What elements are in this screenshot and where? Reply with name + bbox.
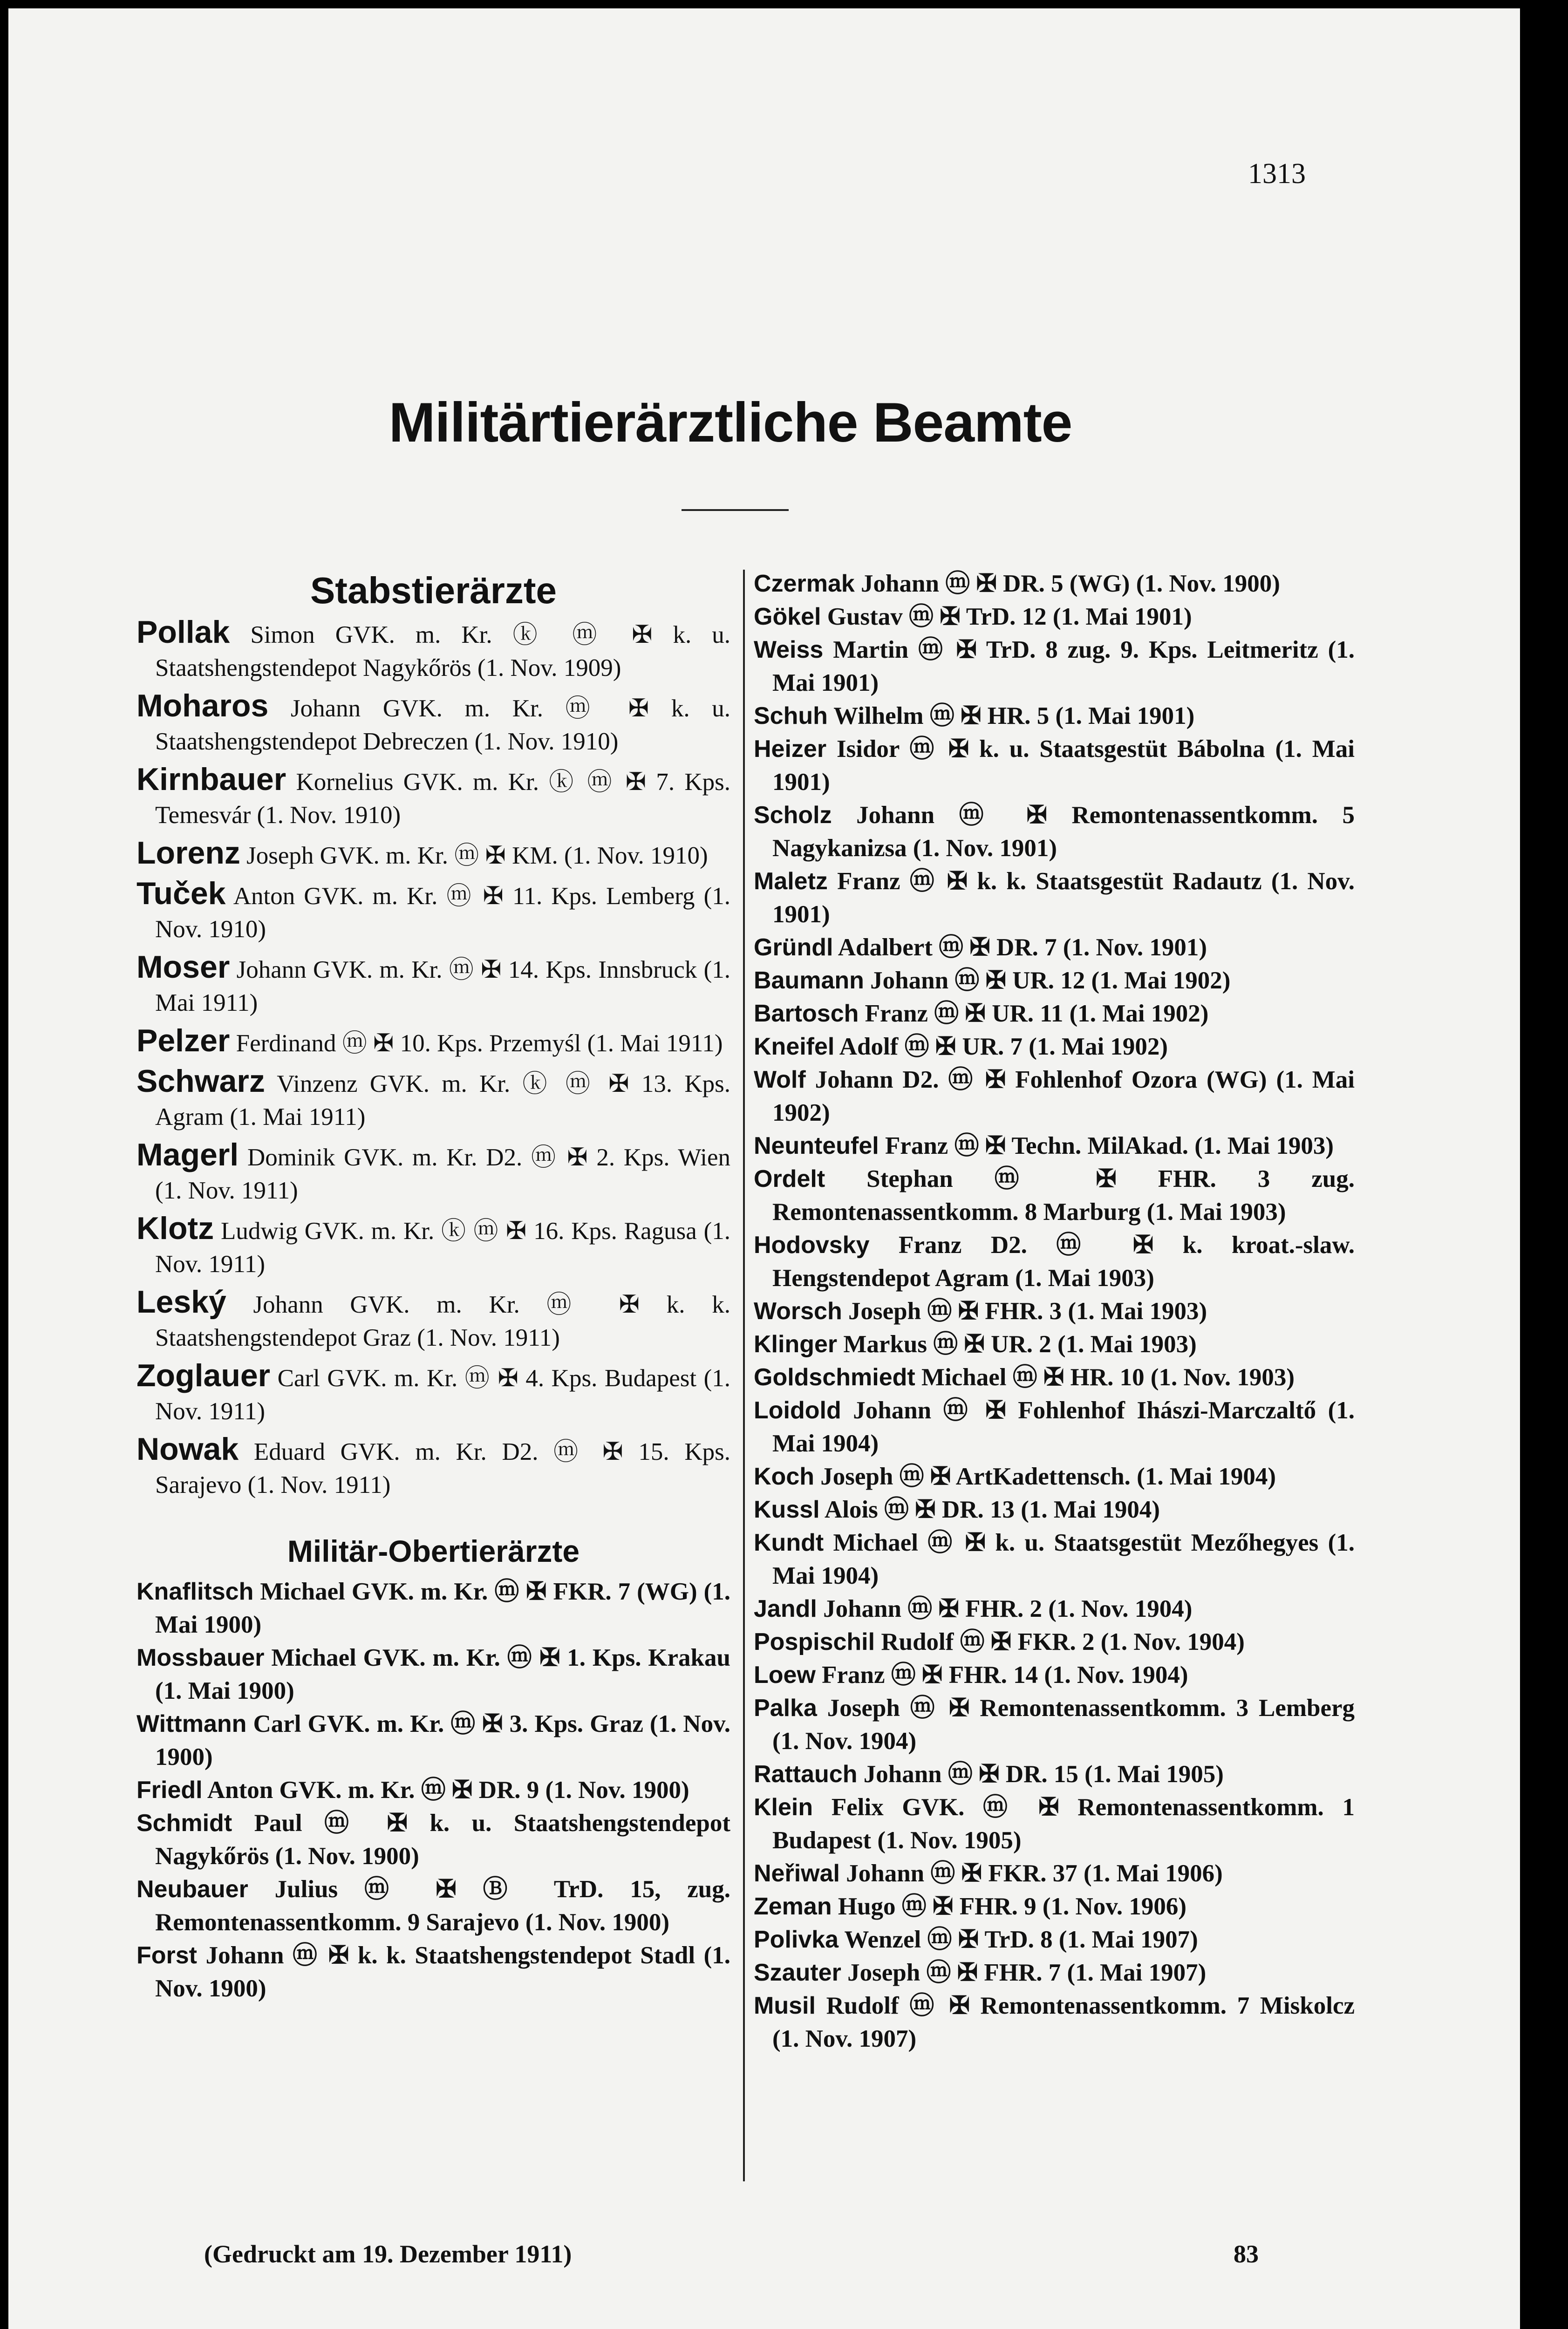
entry-details: Markus ⓜ ✠ UR. 2 (1. Mai 1903) xyxy=(843,1331,1197,1358)
list-item xyxy=(136,763,730,832)
list-item xyxy=(754,1163,1355,1229)
entry-details: Johann ⓜ ✠ FHR. 2 (1. Nov. 1904) xyxy=(823,1595,1193,1622)
entry-name: Kussl xyxy=(754,1496,820,1523)
entry-name: Wittmann xyxy=(136,1710,247,1737)
column-divider xyxy=(743,570,745,2181)
list-item xyxy=(136,1359,730,1428)
list-item xyxy=(754,1460,1355,1493)
entry-details: Alois ⓜ ✠ DR. 13 (1. Mai 1904) xyxy=(824,1496,1160,1523)
list-item xyxy=(754,1526,1355,1593)
list-item xyxy=(754,567,1355,600)
entry-details: Hugo ⓜ ✠ FHR. 9 (1. Nov. 1906) xyxy=(838,1893,1186,1920)
print-date: (Gedruckt am 19. Dezember 1911) xyxy=(204,2240,572,2268)
entry-details: Anton GVK. m. Kr. ⓜ ✠ 11. Kps. Lemberg (1. Nov. 1910) xyxy=(155,883,730,943)
entry-name: Goldschmiedt xyxy=(754,1364,915,1391)
entry-details: Franz ⓜ ✠ FHR. 14 (1. Nov. 1904) xyxy=(822,1662,1188,1689)
entry-name: Leský xyxy=(136,1284,226,1320)
list-item xyxy=(754,1857,1355,1890)
entry-name: Czermak xyxy=(754,570,855,597)
entry-details: Julius ⓜ ✠ Ⓑ TrD. 15, zug. Remontenassentkomm. 9 Sarajevo (1. Nov. 1900) xyxy=(155,1876,731,1936)
entry-details: Joseph GVK. m. Kr. ⓜ ✠ KM. (1. Nov. 1910) xyxy=(246,842,708,869)
entry-name: Friedl xyxy=(136,1777,203,1804)
entry-name: Moser xyxy=(136,949,230,985)
entry-name: Rattauch xyxy=(754,1761,858,1788)
entry-name: Maletz xyxy=(754,868,828,895)
list-item xyxy=(136,1024,730,1060)
entry-details: Paul ⓜ ✠ k. u. Staatshengstendepot Nagykőrös (1. Nov. 1900) xyxy=(155,1810,731,1870)
entry-details: Simon GVK. m. Kr. ⓚ ⓜ ✠ k. u. Staatshengstendepot Nagykőrös (1. Nov. 1909) xyxy=(155,621,731,681)
entry-details: Franz D2. ⓜ ✠ k. kroat.-slaw. Hengstendepot Agram (1. Mai 1903) xyxy=(772,1232,1355,1292)
list-item xyxy=(136,1433,730,1502)
list-item xyxy=(754,1659,1355,1692)
entry-name: Klotz xyxy=(136,1211,214,1246)
list-item xyxy=(136,1873,730,1939)
entry-name: Loew xyxy=(754,1662,816,1689)
entry-details: Johann GVK. m. Kr. ⓜ ✠ k. u. Staatshengstendepot Debreczen (1. Nov. 1910) xyxy=(155,695,730,755)
list-item xyxy=(136,951,730,1020)
entry-name: Mossbauer xyxy=(136,1644,265,1671)
list-item xyxy=(754,1593,1355,1626)
document-page xyxy=(8,8,1520,2329)
entry-details: Carl GVK. m. Kr. ⓜ ✠ 3. Kps. Graz (1. Nov. 1900) xyxy=(155,1710,731,1771)
list-item xyxy=(136,689,730,758)
list-item xyxy=(136,1641,730,1708)
entry-details: Wilhelm ⓜ ✠ HR. 5 (1. Mai 1901) xyxy=(833,702,1195,729)
list-item xyxy=(754,1130,1355,1163)
entry-details: Franz ⓜ ✠ Techn. MilAkad. (1. Mai 1903) xyxy=(885,1132,1334,1159)
list-item xyxy=(754,1229,1355,1295)
entry-name: Schwarz xyxy=(136,1063,265,1099)
entry-details: Franz ⓜ ✠ k. k. Staatsgestüt Radautz (1. Nov. 1901) xyxy=(772,868,1355,928)
entry-details: Johann ⓜ ✠ UR. 12 (1. Mai 1902) xyxy=(870,967,1231,994)
entry-name: Jandl xyxy=(754,1595,817,1622)
list-item xyxy=(136,616,730,685)
list-item xyxy=(754,1758,1355,1791)
entry-name: Klein xyxy=(754,1794,813,1821)
entry-name: Knaflitsch xyxy=(136,1578,254,1605)
list-item xyxy=(136,837,730,872)
list-item xyxy=(136,1575,730,1641)
list-item xyxy=(136,1708,730,1774)
stabstieraerzte-list xyxy=(136,616,730,1502)
entry-details: Carl GVK. m. Kr. ⓜ ✠ 4. Kps. Budapest (1. Nov. 1911) xyxy=(155,1365,730,1425)
entry-details: Johann ⓜ ✠ DR. 15 (1. Mai 1905) xyxy=(863,1761,1224,1788)
section-heading: Stabstierärzte xyxy=(310,570,557,611)
entry-name: Zeman xyxy=(754,1893,832,1920)
entry-name: Baumann xyxy=(754,967,864,994)
entry-name: Worsch xyxy=(754,1298,842,1325)
list-item xyxy=(754,1030,1355,1063)
list-item xyxy=(754,1626,1355,1659)
entry-details: Johann ⓜ ✠ k. k. Staatshengstendepot Stadl (1. Nov. 1900) xyxy=(155,1942,731,2002)
entry-details: Johann ⓜ ✠ Fohlenhof Ihászi-Marczaltő (1. Mai 1904) xyxy=(772,1397,1355,1457)
entry-details: Johann ⓜ ✠ DR. 5 (WG) (1. Nov. 1900) xyxy=(861,570,1280,597)
list-item xyxy=(754,1890,1355,1923)
entry-details: Adalbert ⓜ ✠ DR. 7 (1. Nov. 1901) xyxy=(838,934,1207,961)
entry-name: Klinger xyxy=(754,1331,838,1358)
entry-name: Musil xyxy=(754,1992,816,2019)
list-item xyxy=(754,600,1355,633)
entry-name: Loidold xyxy=(754,1397,841,1424)
list-item xyxy=(754,799,1355,865)
entry-name: Neřiwal xyxy=(754,1860,840,1887)
entry-name: Polivka xyxy=(754,1926,839,1953)
entry-name: Zoglauer xyxy=(136,1358,271,1393)
entry-name: Pelzer xyxy=(136,1023,230,1058)
entry-details: Johann D2. ⓜ ✠ Fohlenhof Ozora (WG) (1. Mai 1902) xyxy=(772,1066,1355,1126)
list-item xyxy=(754,1394,1355,1460)
entry-name: Neubauer xyxy=(136,1876,248,1903)
entry-details: Felix GVK. ⓜ ✠ Remontenassentkomm. 1 Budapest (1. Nov. 1905) xyxy=(772,1794,1355,1854)
entry-name: Kundt xyxy=(754,1529,824,1556)
entry-name: Bartosch xyxy=(754,1000,859,1027)
left-column xyxy=(136,567,730,2005)
list-item xyxy=(754,1989,1355,2056)
list-item xyxy=(136,1807,730,1873)
list-item xyxy=(136,1065,730,1134)
entry-name: Szauter xyxy=(754,1959,841,1986)
entry-details: Anton GVK. m. Kr. ⓜ ✠ DR. 9 (1. Nov. 1900) xyxy=(207,1777,689,1804)
entry-details: Michael ⓜ ✠ HR. 10 (1. Nov. 1903) xyxy=(921,1364,1295,1391)
entry-details: Michael GVK. m. Kr. ⓜ ✠ 1. Kps. Krakau (1. Mai 1900) xyxy=(155,1644,730,1704)
entry-details: Ludwig GVK. m. Kr. ⓚ ⓜ ✠ 16. Kps. Ragusa (1. Nov. 1911) xyxy=(155,1218,731,1278)
list-item xyxy=(136,1212,730,1281)
entry-name: Gründl xyxy=(754,934,833,961)
entry-details: Isidor ⓜ ✠ k. u. Staatsgestüt Bábolna (1. Mai 1901) xyxy=(772,735,1355,796)
entry-name: Wolf xyxy=(754,1066,806,1093)
entry-details: Johann GVK. m. Kr. ⓜ ✠ 14. Kps. Innsbruck (1. Mai 1911) xyxy=(155,956,731,1016)
entry-details: Eduard GVK. m. Kr. D2. ⓜ ✠ 15. Kps. Sarajevo (1. Nov. 1911) xyxy=(155,1438,730,1498)
entry-name: Schuh xyxy=(754,702,828,729)
entry-name: Weiss xyxy=(754,636,824,663)
list-item xyxy=(754,700,1355,733)
entry-name: Schmidt xyxy=(136,1810,232,1837)
entry-name: Palka xyxy=(754,1695,817,1722)
entry-details: Dominik GVK. m. Kr. D2. ⓜ ✠ 2. Kps. Wien (1. Nov. 1911) xyxy=(155,1144,731,1204)
obertieraerzte-list-left xyxy=(136,1575,730,2005)
entry-details: Joseph ⓜ ✠ FHR. 7 (1. Mai 1907) xyxy=(847,1959,1207,1986)
entry-name: Kirnbauer xyxy=(136,762,286,797)
list-item xyxy=(754,633,1355,700)
list-item xyxy=(754,1361,1355,1394)
list-item xyxy=(136,1286,730,1355)
entry-name: Tuček xyxy=(136,876,226,911)
list-item xyxy=(754,1692,1355,1758)
entry-details: Martin ⓜ ✠ TrD. 8 zug. 9. Kps. Leitmeritz (1. Mai 1901) xyxy=(772,636,1355,696)
obertieraerzte-list-right xyxy=(754,567,1355,2056)
right-column xyxy=(754,567,1355,2056)
list-item xyxy=(754,997,1355,1030)
entry-name: Moharos xyxy=(136,688,269,723)
entry-name: Heizer xyxy=(754,735,827,763)
entry-name: Koch xyxy=(754,1463,814,1490)
list-item xyxy=(754,1923,1355,1956)
entry-details: Rudolf ⓜ ✠ Remontenassentkomm. 7 Miskolcz (1. Nov. 1907) xyxy=(772,1992,1355,2052)
list-item xyxy=(754,865,1355,931)
entry-details: Stephan ⓜ ✠ FHR. 3 zug. Remontenassentkomm. 8 Marburg (1. Mai 1903) xyxy=(772,1165,1355,1226)
scan-border xyxy=(1520,0,1568,2329)
entry-name: Ordelt xyxy=(754,1165,825,1192)
entry-details: Michael ⓜ ✠ k. u. Staatsgestüt Mezőhegyes (1. Mai 1904) xyxy=(772,1529,1355,1589)
entry-name: Neunteufel xyxy=(754,1132,879,1159)
list-item xyxy=(754,1295,1355,1328)
entry-name: Hodovsky xyxy=(754,1232,870,1259)
list-item xyxy=(136,1138,730,1207)
entry-name: Scholz xyxy=(754,802,832,829)
entry-details: Wenzel ⓜ ✠ TrD. 8 (1. Mai 1907) xyxy=(844,1926,1198,1953)
list-item xyxy=(136,877,730,946)
entry-details: Johann ⓜ ✠ Remontenassentkomm. 5 Nagykanizsa (1. Nov. 1901) xyxy=(772,802,1355,862)
entry-details: Joseph ⓜ ✠ Remontenassentkomm. 3 Lemberg (1. Nov. 1904) xyxy=(772,1695,1355,1755)
list-item xyxy=(754,1063,1355,1130)
entry-name: Pospischil xyxy=(754,1628,875,1655)
entry-name: Pollak xyxy=(136,614,230,650)
entry-details: Rudolf ⓜ ✠ FKR. 2 (1. Nov. 1904) xyxy=(881,1628,1245,1655)
entry-name: Forst xyxy=(136,1942,197,1969)
list-item xyxy=(754,733,1355,799)
list-item xyxy=(754,1493,1355,1526)
section-subheading: Militär-Obertierärzte xyxy=(287,1534,580,1568)
list-item xyxy=(754,1791,1355,1857)
list-item xyxy=(754,931,1355,964)
entry-details: Vinzenz GVK. m. Kr. ⓚ ⓜ ✠ 13. Kps. Agram (1. Mai 1911) xyxy=(155,1070,730,1130)
list-item xyxy=(136,1774,730,1807)
entry-name: Lorenz xyxy=(136,835,240,871)
page-title: Militärtierärztliche Beamte xyxy=(389,391,1072,454)
entry-details: Gustav ⓜ ✠ TrD. 12 (1. Mai 1901) xyxy=(827,603,1192,630)
entry-details: Johann ⓜ ✠ FKR. 37 (1. Mai 1906) xyxy=(846,1860,1223,1887)
list-item xyxy=(754,1328,1355,1361)
entry-details: Ferdinand ⓜ ✠ 10. Kps. Przemyśl (1. Mai 1911) xyxy=(236,1030,723,1057)
page-number: 1313 xyxy=(1248,158,1306,190)
entry-name: Magerl xyxy=(136,1137,239,1172)
entry-details: Joseph ⓜ ✠ FHR. 3 (1. Mai 1903) xyxy=(848,1298,1207,1325)
entry-name: Nowak xyxy=(136,1431,239,1467)
title-rule xyxy=(682,509,789,511)
entry-name: Gökel xyxy=(754,603,821,630)
entry-details: Johann GVK. m. Kr. ⓜ ✠ k. k. Staatshengstendepot Graz (1. Nov. 1911) xyxy=(155,1291,731,1351)
entry-details: Michael GVK. m. Kr. ⓜ ✠ FKR. 7 (WG) (1. Mai 1900) xyxy=(155,1578,731,1638)
list-item xyxy=(754,964,1355,997)
list-item xyxy=(754,1956,1355,1989)
sheet-signature: 83 xyxy=(1234,2240,1259,2268)
entry-details: Kornelius GVK. m. Kr. ⓚ ⓜ ✠ 7. Kps. Temesvár (1. Nov. 1910) xyxy=(155,769,730,829)
entry-details: Franz ⓜ ✠ UR. 11 (1. Mai 1902) xyxy=(865,1000,1209,1027)
list-item xyxy=(136,1939,730,2005)
entry-details: Adolf ⓜ ✠ UR. 7 (1. Mai 1902) xyxy=(839,1033,1168,1060)
entry-name: Kneifel xyxy=(754,1033,835,1060)
entry-details: Joseph ⓜ ✠ ArtKadettensch. (1. Mai 1904) xyxy=(820,1463,1276,1490)
